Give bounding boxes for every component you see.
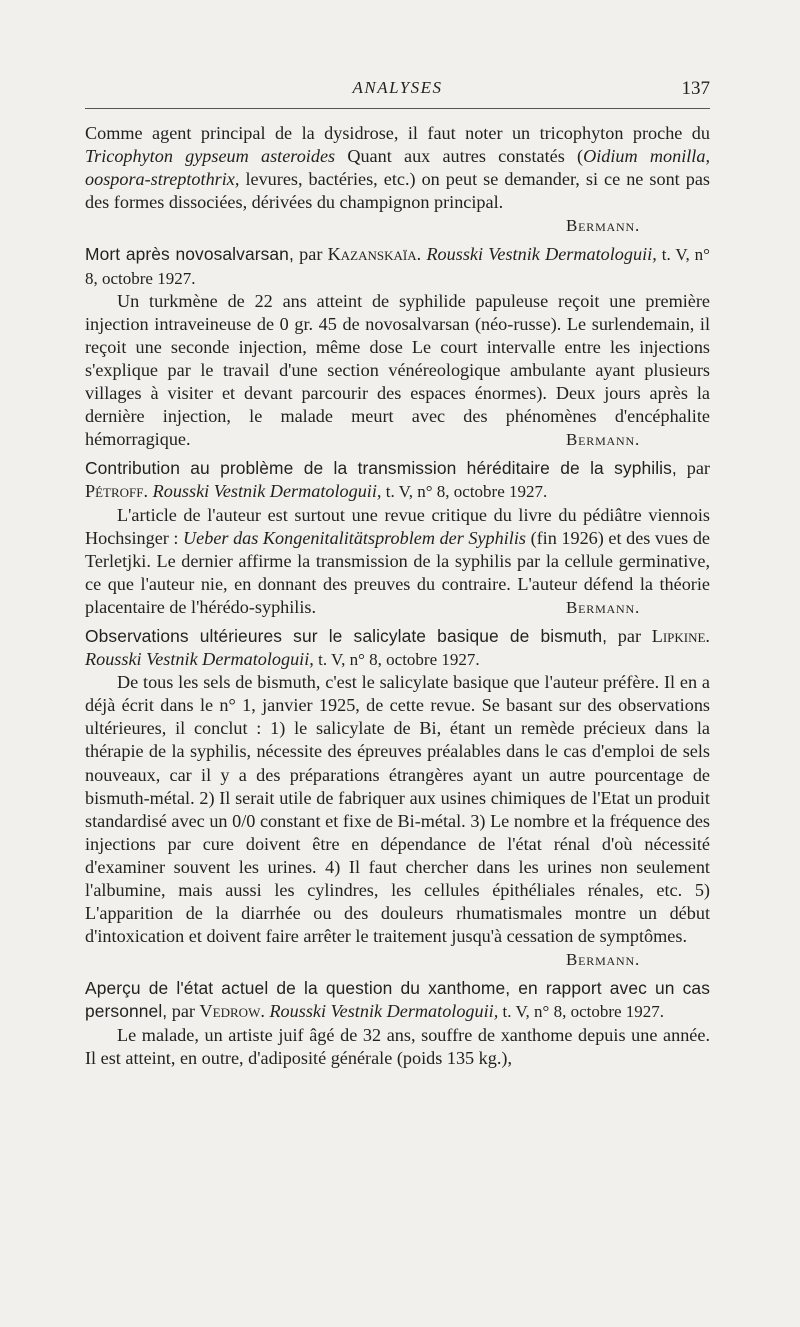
abstract-salicylate-bismuth xyxy=(85,625,710,971)
abstract-signature: Bermann. xyxy=(566,950,640,970)
intro-paragraph: Comme agent principal de la dysidrose, il faut noter un tricophyton proche du Tricophyton gypseum asteroides Quant aux autres constatés (Oidium monilla, oospora-streptothrix, levures, bactéries, etc.) on peut se demander, si ce ne sont pas des formes dissociées, dérivées du champignon principal. xyxy=(85,123,711,213)
abstract-text: De tous les sels de bismuth, c'est le salicylate basique que l'auteur préfère. Il en a déjà écrit dans le n° 1, janvier 1925, de cette revue. Se basant sur des observations ultérieures, il conclut : 1) le salicylate de Bi, étant un remède précieux dans la thérapie de la syphilis, nécessite des épreuves préalables dans le cas d'emploi de sels nouveaux, car il y a des préparations étrangères ayant un autre pourcentage de bismuth-métal. 2) Il serait utile de fabriquer aux usines chimiques de l'Etat un produit standardisé avec un 0/0 constant et fixe de Bi-métal. 3) Le nombre et la fréquence des injections par cure doivent être en dépendance de l'état rénal d'où nécessité d'examiner souvent les urines. 4) Il faut chercher dans les urines non seulement l'albumine, mais aussi les cylindres, les cellules épithéliales rénales, etc. 5) L'apparition de la diarrhée ou des douleurs rhumatismales montre un début d'intoxication et doivent faire arrêter le traitement jusqu'à cessation de symptômes. Bermann. xyxy=(85,671,710,948)
abstract-author: Vedrow. xyxy=(199,1001,265,1022)
abstract-reference: t. V, n° 8, octobre 1927. xyxy=(381,482,548,502)
abstract-heading: Contribution au problème de la transmission héréditaire de la syphilis, par Pétroff. Rousski Vestnik Dermatologuii, t. V, n° 8, octobre 1927. xyxy=(85,458,710,502)
abstract-source: Rousski Vestnik Dermatologuii, xyxy=(264,1001,499,1022)
abstract-author: Pétroff. xyxy=(85,481,149,502)
abstract-transmission-hereditaire xyxy=(85,457,710,619)
abstract-text: L'article de l'auteur est surtout une revue critique du livre du pédiâtre viennois Hochsinger : Ueber das Kongenitalitätsproblem der Syphilis (fin 1926) et des vues de Terletjki. Le dernier affirme la transmission de la syphilis par la cellule germinative, ce que l'auteur nie, en donnant des preuves du contraire. L'auteur défend la théorie placentaire de l'hérédo-syphilis. Bermann. xyxy=(85,504,710,619)
abstract-heading: Aperçu de l'état actuel de la question du xanthome, en rapport avec un cas personnel, par Vedrow. Rousski Vestnik Dermatologuii, t. V, n° 8, octobre 1927. xyxy=(85,978,710,1022)
page-header xyxy=(85,76,710,109)
abstract-author: Lipkine. xyxy=(651,625,710,646)
abstract-title: Observations ultérieures sur le salicylate basique de bismuth, xyxy=(85,625,608,646)
intro-signature: Bermann. xyxy=(566,216,640,236)
abstract-title: Aperçu de l'état actuel de la question du xanthome, en rapport avec un cas personnel, xyxy=(85,978,710,1022)
abstract-xanthome xyxy=(85,977,710,1069)
abstract-source: Rousski Vestnik Dermatologuii, xyxy=(421,244,657,265)
abstract-signature: Bermann. xyxy=(566,430,640,450)
abstract-signature: Bermann. xyxy=(566,597,640,617)
abstract-text: Un turkmène de 22 ans atteint de syphilide papuleuse reçoit une première injection intraveineuse de 0 gr. 45 de novosalvarsan (néo-russe). Le surlendemain, il reçoit une seconde injection, même dose Le court intervalle entre les injections s'explique par le travail d'une section vénéreologique ambulante ayant plusieurs villages à visiter et devant parcourir des espaces énormes). Deux jours après la dernière injection, le malade meurt avec des phénomènes d'encéphalite hémorragique. Bermann. xyxy=(85,290,710,452)
page-body xyxy=(85,122,710,1070)
abstract-title: Contribution au problème de la transmission héréditaire de la syphilis, xyxy=(85,458,677,479)
abstract-reference: t. V, n° 8, octobre 1927. xyxy=(85,245,710,288)
page-number: 137 xyxy=(681,78,710,99)
abstract-reference: t. V, n° 8, octobre 1927. xyxy=(498,1002,665,1022)
abstract-reference: t. V, n° 8, octobre 1927. xyxy=(313,650,480,670)
abstract-source: Rousski Vestnik Dermatologuii, xyxy=(85,649,314,670)
abstract-text: Le malade, un artiste juif âgé de 32 ans, souffre de xanthome depuis une année. Il est atteint, en outre, d'adiposité générale (poids 135 kg.), xyxy=(85,1024,710,1068)
running-title: ANALYSES xyxy=(352,78,443,97)
abstract-title: Mort après novosalvarsan, xyxy=(85,244,294,265)
abstract-heading: Mort après novosalvarsan, par Kazanskaïa. Rousski Vestnik Dermatologuii, t. V, n° 8, octobre 1927. xyxy=(85,244,710,288)
abstract-heading: Observations ultérieures sur le salicylate basique de bismuth, par Lipkine. Rousski Vestnik Dermatologuii, t. V, n° 8, octobre 1927. xyxy=(85,625,710,670)
abstract-author: Kazanskaïa. xyxy=(327,244,422,265)
abstract-mort-apres-novosalvarsan xyxy=(85,243,710,451)
abstract-source: Rousski Vestnik Dermatologuii, xyxy=(148,481,382,502)
